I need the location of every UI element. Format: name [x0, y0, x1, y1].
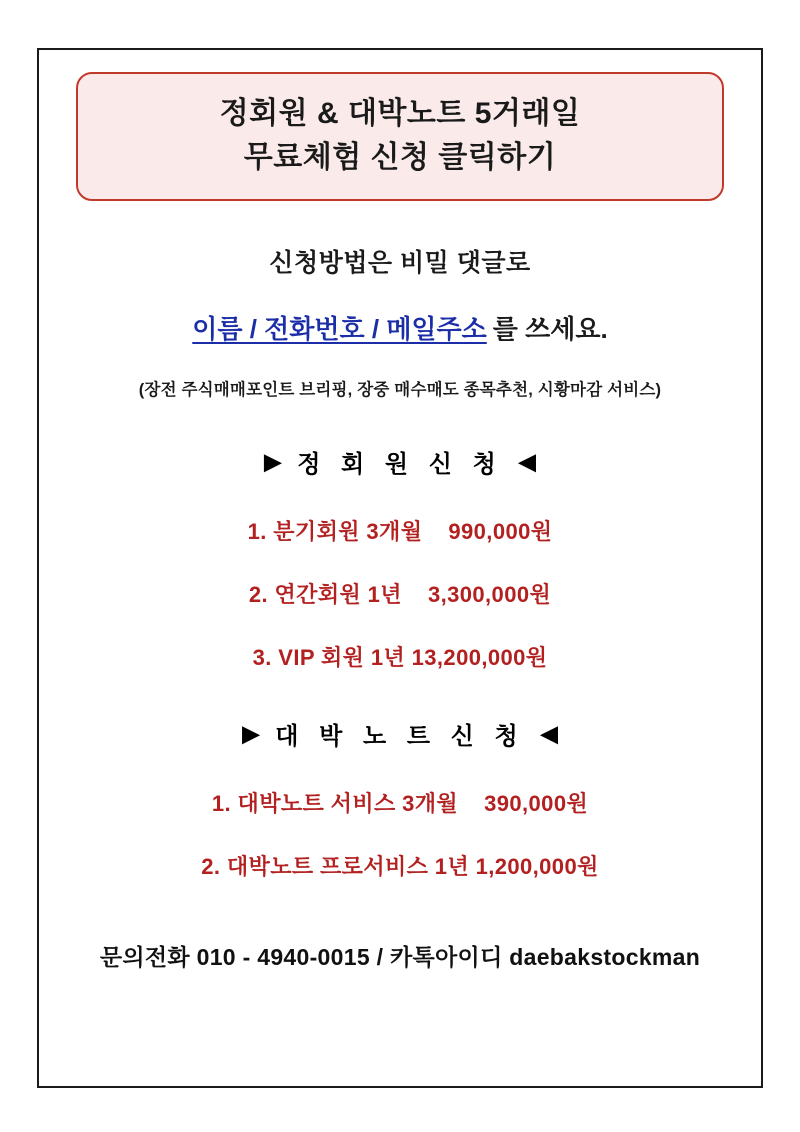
triangle-right-icon: ▶	[242, 720, 260, 746]
price-item: 2. 연간회원 1년 3,300,000원	[248, 582, 552, 607]
required-fields-line	[192, 309, 607, 346]
document-frame	[37, 48, 763, 1088]
free-trial-callout[interactable]	[76, 72, 724, 201]
callout-line-2: 무료체험 신청 클릭하기	[243, 140, 557, 174]
section-title-daebak-note: 대 박 노 트 신 청	[275, 723, 525, 750]
contact-line: 문의전화 010 - 4940-0015 / 카톡아이디 daebakstockman	[99, 944, 701, 970]
document-content	[39, 50, 761, 1086]
section-heading-regular-member	[264, 444, 535, 479]
price-item: 3. VIP 회원 1년 13,200,000원	[252, 645, 548, 670]
service-note: (장전 주식매매포인트 브리핑, 장중 매수매도 종목추천, 시황마감 서비스)	[138, 381, 662, 399]
required-fields-suffix: 를 쓰세요.	[492, 314, 608, 344]
required-fields-link[interactable]: 이름 / 전화번호 / 메일주소	[192, 314, 487, 344]
section-heading-daebak-note	[242, 716, 557, 751]
section-title-regular-member: 정 회 원 신 청	[297, 451, 503, 478]
price-item: 1. 대박노트 서비스 3개월 390,000원	[211, 791, 589, 816]
triangle-right-icon: ▶	[264, 448, 282, 474]
triangle-left-icon: ◀	[540, 720, 558, 746]
triangle-left-icon: ◀	[518, 448, 536, 474]
callout-line-1: 정회원 & 대박노트 5거래일	[219, 97, 581, 130]
apply-method-text: 신청방법은 비밀 댓글로	[269, 249, 531, 277]
price-item: 2. 대박노트 프로서비스 1년 1,200,000원	[201, 854, 599, 879]
price-item: 1. 분기회원 3개월 990,000원	[247, 519, 553, 544]
